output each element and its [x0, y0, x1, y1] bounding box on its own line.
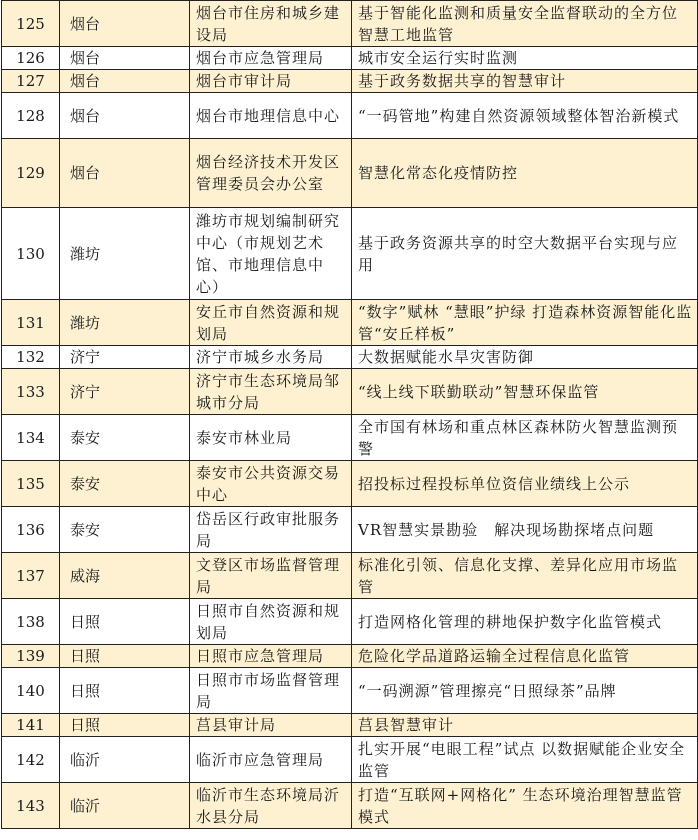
city-cell: 日照	[60, 645, 190, 668]
table-row	[2, 783, 698, 829]
city-cell: 泰安	[60, 507, 190, 553]
department-cell: 日照市应急管理局	[190, 645, 352, 668]
city-cell: 威海	[60, 553, 190, 599]
department-cell: 临沂市应急管理局	[190, 737, 352, 783]
project-cell: “一码管地”构建自然资源领域整体智治新模式	[352, 93, 698, 139]
table-row	[2, 139, 698, 208]
table-row	[2, 93, 698, 139]
table-row	[2, 208, 698, 300]
row-number: 129	[2, 139, 60, 208]
table-row	[2, 599, 698, 645]
row-number: 134	[2, 415, 60, 461]
project-cell: 招投标过程投标单位资信业绩线上公示	[352, 461, 698, 507]
project-cell: 危险化学品道路运输全过程信息化监管	[352, 645, 698, 668]
city-cell: 济宁	[60, 369, 190, 415]
table-row	[2, 346, 698, 369]
table-row	[2, 300, 698, 346]
table-row	[2, 415, 698, 461]
table-row	[2, 737, 698, 783]
row-number: 138	[2, 599, 60, 645]
department-cell: 莒县审计局	[190, 714, 352, 737]
project-cell: 打造网格化管理的耕地保护数字化监管模式	[352, 599, 698, 645]
project-cell: VR智慧实景勘验 解决现场勘探堵点问题	[352, 507, 698, 553]
city-cell: 济宁	[60, 346, 190, 369]
city-cell: 临沂	[60, 737, 190, 783]
row-number: 132	[2, 346, 60, 369]
table-row	[2, 1, 698, 47]
project-cell: 大数据赋能水旱灾害防御	[352, 346, 698, 369]
department-cell: 日照市自然资源和规划局	[190, 599, 352, 645]
department-cell: 日照市市场监督管理局	[190, 668, 352, 714]
department-cell: 济宁市生态环境局邹城市分局	[190, 369, 352, 415]
table-row	[2, 668, 698, 714]
table-row	[2, 369, 698, 415]
project-cell: “数字”赋林 “慧眼”护绿 打造森林资源智能化监管“安丘样板”	[352, 300, 698, 346]
table-row	[2, 47, 698, 70]
row-number: 126	[2, 47, 60, 70]
row-number: 136	[2, 507, 60, 553]
department-cell: 济宁市城乡水务局	[190, 346, 352, 369]
department-cell: 安丘市自然资源和规划局	[190, 300, 352, 346]
project-cell: 基于智能化监测和质量安全监督联动的全方位智慧工地监管	[352, 1, 698, 47]
row-number: 131	[2, 300, 60, 346]
row-number: 127	[2, 70, 60, 93]
city-cell: 潍坊	[60, 300, 190, 346]
row-number: 125	[2, 1, 60, 47]
department-cell: 烟台市应急管理局	[190, 47, 352, 70]
department-cell: 烟台市地理信息中心	[190, 93, 352, 139]
table-row	[2, 645, 698, 668]
city-cell: 烟台	[60, 93, 190, 139]
table-row	[2, 714, 698, 737]
city-cell: 烟台	[60, 139, 190, 208]
department-cell: 烟台经济技术开发区管理委员会办公室	[190, 139, 352, 208]
project-cell: 标准化引领、信息化支撑、差异化应用市场监管	[352, 553, 698, 599]
project-cell: 打造“互联网+网格化” 生态环境治理智慧监管模式	[352, 783, 698, 829]
row-number: 128	[2, 93, 60, 139]
department-cell: 文登区市场监督管理局	[190, 553, 352, 599]
city-cell: 泰安	[60, 461, 190, 507]
department-cell: 烟台市审计局	[190, 70, 352, 93]
department-cell: 泰安市公共资源交易中心	[190, 461, 352, 507]
city-cell: 烟台	[60, 70, 190, 93]
row-number: 143	[2, 783, 60, 829]
row-number: 133	[2, 369, 60, 415]
project-cell: “一码溯源”管理擦亮“日照绿茶”品牌	[352, 668, 698, 714]
project-cell: 莒县智慧审计	[352, 714, 698, 737]
department-cell: 临沂市生态环境局沂水县分局	[190, 783, 352, 829]
city-cell: 潍坊	[60, 208, 190, 300]
city-cell: 日照	[60, 714, 190, 737]
row-number: 142	[2, 737, 60, 783]
project-cell: 基于政务数据共享的智慧审计	[352, 70, 698, 93]
row-number: 140	[2, 668, 60, 714]
city-cell: 临沂	[60, 783, 190, 829]
city-cell: 烟台	[60, 47, 190, 70]
row-number: 135	[2, 461, 60, 507]
row-number: 141	[2, 714, 60, 737]
city-cell: 日照	[60, 668, 190, 714]
table-row	[2, 70, 698, 93]
row-number: 130	[2, 208, 60, 300]
table-row	[2, 553, 698, 599]
table-row	[2, 461, 698, 507]
project-table	[1, 0, 698, 829]
project-cell: “线上线下联勤联动”智慧环保监管	[352, 369, 698, 415]
project-cell: 城市安全运行实时监测	[352, 47, 698, 70]
row-number: 139	[2, 645, 60, 668]
department-cell: 烟台市住房和城乡建设局	[190, 1, 352, 47]
project-cell: 基于政务资源共享的时空大数据平台实现与应用	[352, 208, 698, 300]
city-cell: 日照	[60, 599, 190, 645]
department-cell: 泰安市林业局	[190, 415, 352, 461]
row-number: 137	[2, 553, 60, 599]
project-cell: 扎实开展“电眼工程”试点 以数据赋能企业安全监管	[352, 737, 698, 783]
project-cell: 全市国有林场和重点林区森林防火智慧监测预警	[352, 415, 698, 461]
city-cell: 泰安	[60, 415, 190, 461]
department-cell: 岱岳区行政审批服务局	[190, 507, 352, 553]
project-cell: 智慧化常态化疫情防控	[352, 139, 698, 208]
table-row	[2, 507, 698, 553]
department-cell: 潍坊市规划编制研究中心（市规划艺术馆、市地理信息中心）	[190, 208, 352, 300]
city-cell: 烟台	[60, 1, 190, 47]
